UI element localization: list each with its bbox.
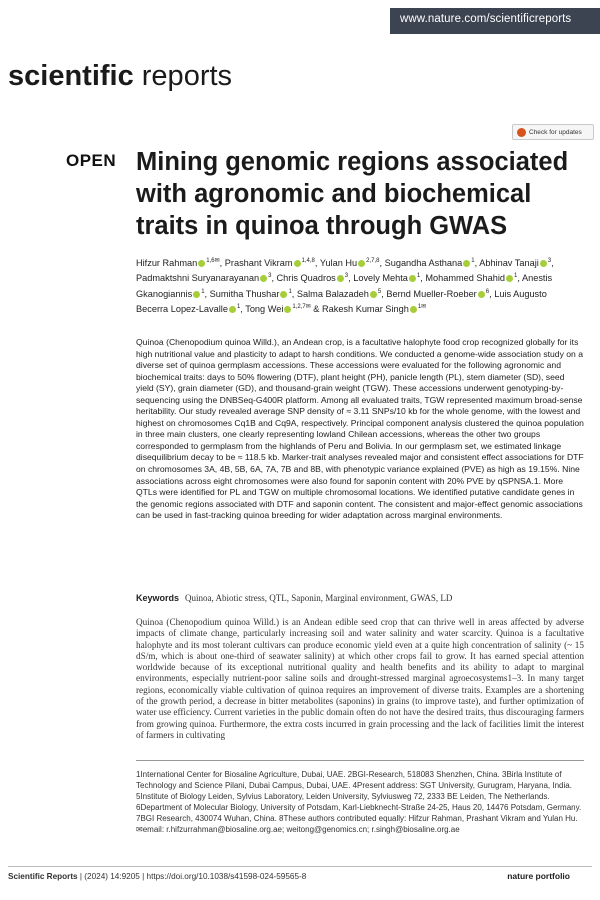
orcid-icon[interactable] xyxy=(193,291,200,298)
orcid-icon[interactable] xyxy=(337,275,344,282)
author-affiliation-marker: 3 xyxy=(268,273,272,280)
author-affiliation-marker: 1 xyxy=(201,288,205,295)
author-affiliation-marker: 1 xyxy=(471,258,475,264)
orcid-icon[interactable] xyxy=(284,306,291,313)
orcid-icon[interactable] xyxy=(260,275,267,282)
author-affiliation-marker: 1 xyxy=(416,273,421,280)
author-name[interactable]: Tong Wei xyxy=(245,303,284,314)
author-affiliation-marker: 1,6✉ xyxy=(206,258,220,264)
author-affiliation-marker: 5 xyxy=(377,288,382,295)
footer-citation[interactable]: | (2024) 14:9205 | https://doi.org/10.1038/s41598-024-59565-8 xyxy=(77,872,307,881)
author-affiliation-marker: 1,4,8 xyxy=(301,258,315,264)
keywords-label: Keywords xyxy=(136,593,180,603)
footer-divider xyxy=(8,866,592,867)
author-name[interactable]: Sugandha Asthana xyxy=(384,258,463,269)
author-name[interactable]: Abhinav Tanaji xyxy=(479,258,539,269)
orcid-icon[interactable] xyxy=(409,275,416,282)
author-affiliation-marker: 3 xyxy=(547,258,552,264)
author-name[interactable]: Bernd Mueller-Roeber xyxy=(386,288,477,299)
article-title: Mining genomic regions associated with agronomic and biochemical traits in quinoa through GWAS xyxy=(136,148,569,240)
journal-logo xyxy=(8,60,232,93)
page-footer xyxy=(8,872,592,881)
author-name[interactable]: Prashant Vikram xyxy=(224,258,293,269)
keywords-text: Quinoa, Abiotic stress, QTL, Saponin, Marginal environment, GWAS, LD xyxy=(185,593,453,603)
author-affiliation-marker: 6 xyxy=(485,288,490,295)
author-list: Hifzur Rahman $^{1,6✉}$, Prashant Vikram $^{1,4,8}$, Yulan Hu $^{2,7,8}$, Sugandha Asthana $^1$, Abhinav Tanaji $^3$, Padmaktshni Suryanarayanan $^3$, Chris Quadros $^3$, Lovely Mehta $^1$, Mohammed Shahid $^1$, Anestis Gkanogiannis $^1$, Sumitha Thushar $^1$, Salma Balazadeh $^5$, Bernd Mueller-Roeber $^6$, Luis Augusto Becerra Lopez-Lavalle $^1$, Tong Wei $^{1,2,7✉}$ & Rakesh Kumar Singh $^{1✉}$ xyxy=(136,258,554,314)
orcid-icon[interactable] xyxy=(294,260,301,267)
update-icon xyxy=(517,128,526,137)
affiliations: 1International Center for Biosaline Agriculture, Dubai, UAE. 2BGI-Research, 518083 Shenzhen, China. 3Birla Institute of Technology and Science Pilani, Dubai Campus, Dubai, UAE. 4Present address: SGT University, Gurugram, Haryana, India. 5Institute of Biology Leiden, Sylvius Laboratory, Leiden University, Sylviusweg 72, 2333 BE Leiden, The Netherlands. 6Department of Molecular Biology, University of Potsdam, Karl-Liebknecht-Straße 24-25, Haus 20, 14476 Potsdam, Germany. 7BGI Research, 430074 Wuhan, China. 8These authors contributed equally: Hifzur Rahman, Prashant Vikram and Yulan Hu. ✉email: r.hifzurrahman@biosaline.org.ae; weitong@genomics.cn; r.singh@biosaline.org.ae xyxy=(136,770,582,834)
divider xyxy=(136,760,584,761)
footer-journal: Scientific Reports xyxy=(8,872,78,881)
author-affiliation-marker: 3 xyxy=(344,273,349,280)
check-for-updates-button[interactable] xyxy=(512,124,594,140)
author-name[interactable]: Sumitha Thushar xyxy=(209,288,280,299)
author-name[interactable]: Hifzur Rahman xyxy=(136,258,198,269)
orcid-icon[interactable] xyxy=(506,275,513,282)
orcid-icon[interactable] xyxy=(540,260,547,267)
author-name[interactable]: Salma Balazadeh xyxy=(296,288,369,299)
orcid-icon[interactable] xyxy=(358,260,365,267)
open-access-label: OPEN xyxy=(66,151,117,170)
orcid-icon[interactable] xyxy=(478,291,485,298)
logo-bold: scientific xyxy=(8,60,134,92)
publisher-logo: nature portfolio xyxy=(507,871,570,881)
abstract-text: Quinoa (Chenopodium quinoa Willd.), an Andean crop, is a facultative halophyte food crop recognized globally for its high nutritional value and plasticity to adapt to harsh conditions. We conducted a genome-wide association study on a diverse set of quinoa germplasm accessions. These accessions were evaluated for the following agronomic and biochemical traits: days to 50% flowering (DTF), plant height (PH), panicle length (PL), stem diameter (SD), seed yield (SY), grain diameter (GD), and thousand-grain weight (TGW). These accessions underwent genotyping-by-sequencing using the DNBSeq-G400R platform. Among all evaluated traits, TGW represented maximum broad-sense heritability. Our study revealed average SNP density of ≈ 3.11 SNPs/10 kb for the whole genome, with the lowest and highest on chromosomes Cq1B and Cq9A, respectively. Principal component analysis clustered the quinoa population in three main clusters, one clearly representing lowland Chilean accessions, whereas the other two groups corresponded to germplasm from the highlands of Peru and Bolivia. In our germplasm set, we estimated linkage disequilibrium decay to be ≈ 118.5 kb. Marker-trait analyses revealed major and consistent effect associations for DTF on chromosomes 3A, 4B, 5B, 6A, 7A, 7B and 8B, with phenotypic variance explained (PVE) as high as 19.15%. Nine associations across eight chromosomes were also found for saponin content with 20% PVE by qSPNSA.1. More QTLs were identified for PL and TGW on multiple chromosomal locations. We identified putative candidate genes in the genomic regions associated with DTF and saponin content. The consistent and major-effect genomic associations can be used in fast-tracking quinoa breeding for wider adaptation across marginal environments. xyxy=(136,337,584,521)
journal-url-link[interactable]: www.nature.com/scientificreports xyxy=(400,13,572,25)
logo-rest: reports xyxy=(133,60,233,92)
author-affiliation-marker: 2,7,8 xyxy=(366,258,380,264)
author-affiliation-marker: 1,2,7✉ xyxy=(292,303,311,310)
author-affiliation-marker: 1✉ xyxy=(417,303,427,310)
author-affiliation-marker: 1 xyxy=(514,273,518,280)
author-name[interactable]: Luis Augusto Becerra Lopez-Lavalle xyxy=(136,288,547,314)
author-name[interactable]: Anestis Gkanogiannis xyxy=(136,273,553,299)
keywords xyxy=(136,593,584,603)
introduction-text: Quinoa (Chenopodium quinoa Willd.) is an Andean edible seed crop that can thrive well in areas affected by adverse impacts of climate change, particularly increasing soil and water salinity and water scarcity. Quinoa is a facultative halophyte and its most tolerant cultivars can produce economic yield even at a quite high concentration of salinity (~ 15 dS/m, which is about one-third of seawater salinity) at which other crops fail to grow. It has earned special attention worldwide because of its exceptional nutritional quality and health benefits and its ability to adapt to marginal environments, especially nutrient-poor saline soils and drought-stressed marginal agroecosystems1–3. In many target regions, economically viable cultivation of quinoa requires an improvement of diverse traits. Examples are a shortening of the growth period, a decrease in bitter metabolites (saponins) in grains (to improve taste), and further optimization of water use efficiency. Current varieties in the public domain often do not have the desired traits, thus discouraging farmers from growing quinoa. Furthermore, the extra costs incurred in grain processing and the lack of facilities limit the interest of farmers in cultivating xyxy=(136,617,584,740)
abstract xyxy=(136,337,584,522)
author-affiliation-marker: 1 xyxy=(288,288,292,295)
orcid-icon[interactable] xyxy=(229,306,236,313)
orcid-icon[interactable] xyxy=(410,306,417,313)
orcid-icon[interactable] xyxy=(198,260,205,267)
author-name[interactable]: Chris Quadros xyxy=(276,273,336,284)
author-name[interactable]: Rakesh Kumar Singh xyxy=(321,303,409,314)
author-name[interactable]: Yulan Hu xyxy=(319,258,358,269)
introduction xyxy=(136,617,584,741)
author-name[interactable]: Lovely Mehta xyxy=(353,273,408,284)
orcid-icon[interactable] xyxy=(463,260,470,267)
top-header xyxy=(0,0,600,42)
check-for-updates-label: Check for updates xyxy=(529,128,582,136)
orcid-icon[interactable] xyxy=(370,291,377,298)
author-name[interactable]: Mohammed Shahid xyxy=(425,273,506,284)
author-name[interactable]: Padmaktshni Suryanarayanan xyxy=(136,273,260,284)
author-affiliation-marker: 1 xyxy=(236,303,241,310)
orcid-icon[interactable] xyxy=(280,291,287,298)
